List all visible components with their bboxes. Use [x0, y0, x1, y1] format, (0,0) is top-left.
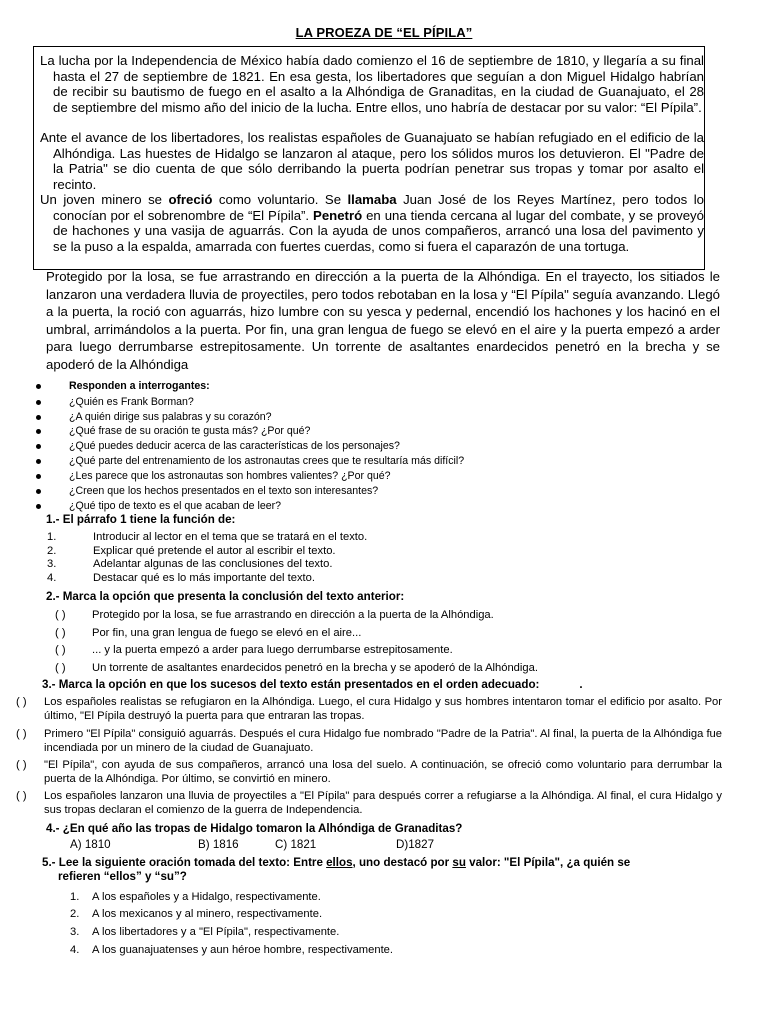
option-a[interactable]: A) 1810 — [70, 838, 111, 851]
page-title: LA PROEZA DE “EL PÍPILA” — [295, 25, 473, 40]
paragraph-3: Un joven minero se ofreció como voluntario. Se llamaba Juan José de los Reyes Martínez, pero todos lo conocían por el sobrenombre de “El Pípila”. Penetró en una tienda cercana al lugar del combate, y se proveyó de hachones y una vasija de aguarrás. Con la ayuda de unos compañeros, arrancó una losa del pavimento y se la puso a la espalda, amarrada con fuertes cuerdas, como si fuera el caparazón de una tortuga. — [40, 192, 704, 254]
bullet-icon — [36, 444, 41, 449]
bullet-icon — [36, 489, 41, 494]
option-item[interactable]: ( ) Primero "El Pípila" consiguió aguarrás. Después el cura Hidalgo fue nombrado "Padre de la Patria". Al final, la puerta de la Alhóndiga fue incendiada por un minero de la ciudad de Guanajuato. — [16, 728, 722, 754]
question-5-label: 5.- Lee la siguiente oración tomada del texto: Entre ellos, uno destacó por su valor: "El Pípila", ¿a quién se — [42, 856, 631, 869]
question-3-label: 3.- Marca la opción en que los sucesos del texto están presentados en el orden adecuado: . — [42, 678, 583, 691]
answer-checkbox[interactable]: ( ) — [16, 759, 27, 771]
option-item[interactable]: ( ) Los españoles realistas se refugiaron en la Alhóndiga. Luego, el cura Hidalgo y sus hombres intentaron tomar el edificio por asalto. Por último, "El Pípila destruyó la puerta para que entraran las tropas. — [16, 696, 722, 722]
paragraph-2: Ante el avance de los libertadores, los realistas españoles de Guanajuato se habían refugiado en el edificio de la Alhóndiga. Las huestes de Hidalgo se lanzaron al ataque, pero los sólidos muros los detuvieron. El "Padre de la Patria" se dio cuenta de que sólo derribando la puerta podrían penetrar sus tropas y tomar por asalto el recinto. — [40, 130, 704, 192]
question-2-label: 2.- Marca la opción que presenta la conclusión del texto anterior: — [46, 590, 405, 603]
answer-checkbox[interactable]: ( ) — [16, 696, 27, 708]
question-4-label: 4.- ¿En qué año las tropas de Hidalgo tomaron la Alhóndiga de Granaditas? — [46, 822, 463, 835]
bullet-icon — [36, 429, 41, 434]
option-b[interactable]: B) 1816 — [198, 838, 239, 851]
option-item[interactable]: ( ) "El Pípila", con ayuda de sus compañeros, arrancó una losa del suelo. A continuación, se ofreció como voluntario para derrumbar la puerta de la Alhóndiga. Por último, se convirtió en minero. — [16, 759, 722, 785]
bullet-icon — [36, 459, 41, 464]
bullet-icon — [36, 384, 41, 389]
answer-checkbox[interactable]: ( ) — [16, 790, 27, 802]
paragraph-4: Protegido por la losa, se fue arrastrando en dirección a la puerta de la Alhóndiga. En el trayecto, los sitiados le lanzaron una verdadera lluvia de proyectiles, pero todos rebotaban en la losa y “El Pípila" seguía avanzando. Llegó a la puerta, la roció con aguarrás, hizo lumbre con su yesca y pedernal, encendió los hachones y los hacinó en el umbral, arrimándolos a la puerta. Por fin, una gran lengua de fuego se elevó en el aire y la puerta empezó a arder para luego derrumbarse estrepitosamente. Un torrente de asaltantes enardecidos penetró en la brecha y se apoderó de la Alhóndiga — [46, 269, 720, 372]
bullet-icon — [36, 400, 41, 405]
bullet-icon — [36, 474, 41, 479]
answer-checkbox[interactable]: ( ) — [55, 662, 66, 674]
option-c[interactable]: C) 1821 — [275, 838, 317, 851]
answer-checkbox[interactable]: ( ) — [16, 728, 27, 740]
answer-checkbox[interactable]: ( ) — [55, 609, 66, 621]
question-1-label: 1.- El párrafo 1 tiene la función de: — [46, 513, 236, 526]
answer-checkbox[interactable]: ( ) — [55, 627, 66, 639]
paragraph-1: La lucha por la Independencia de México había dado comienzo el 16 de septiembre de 1810, y llegaría a su final hasta el 27 de septiembre de 1821. En esa gesta, los libertadores que seguían a don Miguel Hidalgo habrían de recibir su bautismo de fuego en el asalto a la Alhóndiga de Granaditas, en la ciudad de Guanajuato, el 28 de septiembre del mismo año del inicio de la lucha. Entre ellos, uno habría de destacar por su valor: “El Pípila”. — [40, 53, 704, 115]
bullet-icon — [36, 415, 41, 420]
answer-checkbox[interactable]: ( ) — [55, 644, 66, 656]
option-d[interactable]: D)1827 — [396, 838, 435, 851]
bullet-icon — [36, 504, 41, 509]
question-5-label-cont: refieren “ellos” y “su”? — [58, 870, 187, 883]
option-item[interactable]: ( ) Los españoles lanzaron una lluvia de proyectiles a "El Pípila" para después correr a refugiarse a la Alhóndiga. Al final, el cura Hidalgo y sus tropas declaran el comienzo de la guerra de Independencia. — [16, 790, 722, 816]
